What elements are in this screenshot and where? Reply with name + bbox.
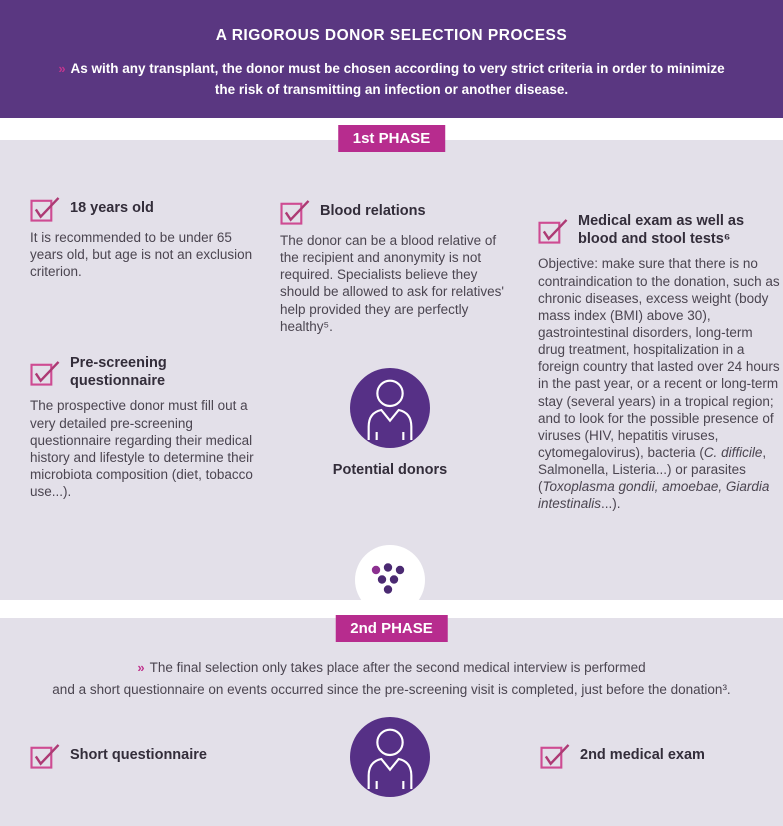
item-medical-title: Medical exam as well as blood and stool tests⁶ [578,213,745,247]
checkbox-checked-icon [538,217,569,244]
chevron-bullet-icon: » [58,61,66,76]
person-icon [350,368,430,448]
item-second-medical-exam-title: 2nd medical exam [580,746,705,763]
donor-circle [350,717,430,797]
item-age-body: It is recommended to be under 65 years old, but age is not an exclusion criterion. [30,230,253,280]
item-age-title: 18 years old [70,199,154,216]
checkbox-checked-icon [30,195,61,222]
item-age [30,195,262,280]
phase2-section [0,618,783,826]
phase1-badge: 1st PHASE [338,125,446,152]
checkbox-checked-icon [540,742,571,769]
microbiota-dots-icon [367,561,413,599]
item-blood-relations [280,198,518,335]
chevron-bullet-icon: » [137,660,145,675]
phase2-intro [0,657,783,700]
page-title: A RIGOROUS DONOR SELECTION PROCESS [215,27,568,44]
item-prescreening-title: Pre-screening questionnaire [70,355,167,389]
phase1-section [0,130,783,600]
phase2-intro-line-1: » The final selection only takes place after the second medical interview is performed [137,660,646,675]
item-blood-body: The donor can be a blood relative of the recipient and anonymity is not required. Specialists believe they should be allowed to ask for relatives' help provided they are perfectly healthy⁵. [280,233,504,334]
phase2-badge: 2nd PHASE [335,615,448,642]
item-prescreening-body: The prospective donor must fill out a very detailed pre-screening questionnaire regarding their medical history and lifestyle to determine their microbiota composition (diet, tobacco use...). [30,398,254,500]
item-short-questionnaire [30,742,207,769]
banner-intro [0,59,783,101]
phase2-intro-line-2: and a short questionnaire on events occurred since the pre-screening visit is completed, just before the donation³. [52,681,731,697]
item-blood-title: Blood relations [320,202,426,219]
banner-intro-line-2: the risk of transmitting an infection or another disease. [214,81,569,97]
item-prescreening [30,355,268,500]
item-medical-exam [538,213,780,512]
potential-donors-circle [350,368,430,448]
item-medical-body: Objective: make sure that there is no contraindication to the donation, such as chronic diseases, excess weight (body mass index (BMI) above 30), gastrointestinal disorders, long-term drug treatment, hospitalization in a foreign country that lasted over 24 hours in the past year, or a recent or long-term stay (several years) in a tropical region; and to look for the possible presence of viruses (HIV, hepatitis viruses, cytomegalovirus), bacteria (C. difficile, Salmonella, Listeria...) or parasites (Toxoplasma gondii, amoebae, Giardia intestinalis...). [538,256,780,512]
microbiota-connector [355,545,425,615]
item-second-medical-exam [540,742,705,769]
header-banner [0,0,783,118]
checkbox-checked-icon [30,742,61,769]
potential-donors-label: Potential donors [332,462,448,478]
checkbox-checked-icon [280,198,311,225]
person-icon [350,717,430,797]
banner-intro-line-1: » As with any transplant, the donor must be chosen according to very strict criteria in order to minimize [58,61,725,76]
checkbox-checked-icon [30,359,61,386]
item-short-questionnaire-title: Short questionnaire [70,746,207,763]
